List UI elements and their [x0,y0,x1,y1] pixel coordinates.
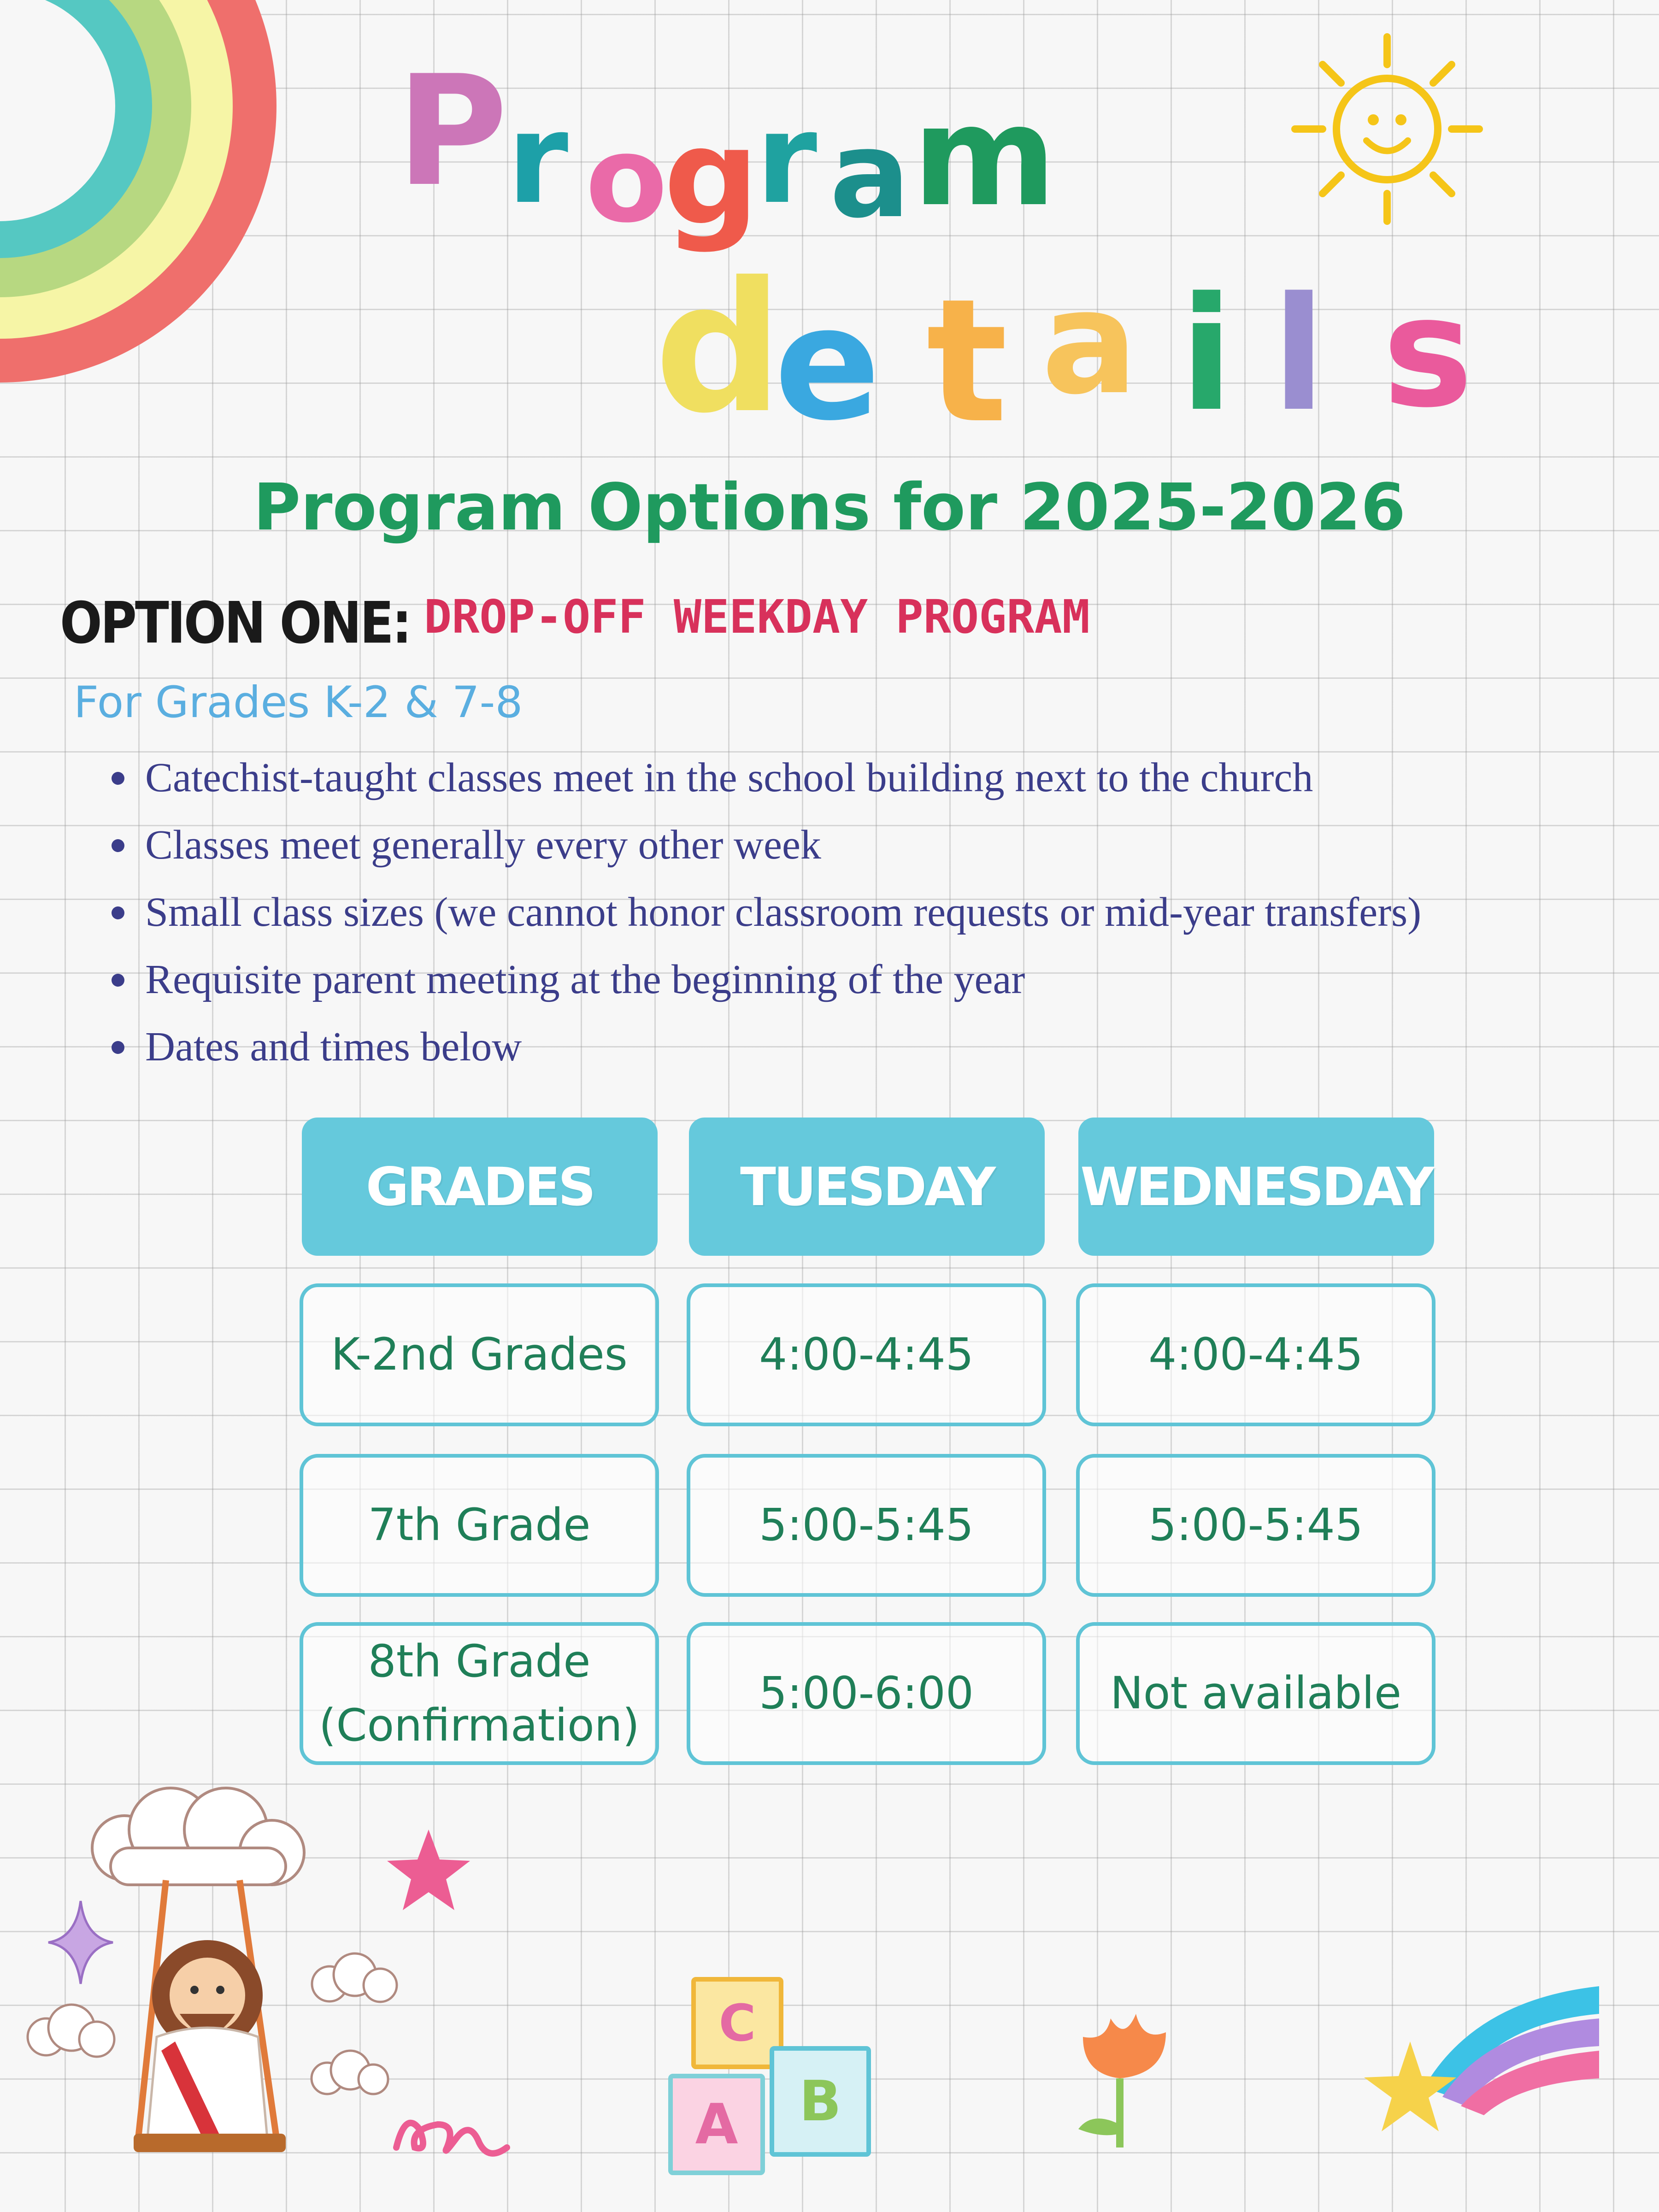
title-letter: l [1272,264,1326,446]
cell-wednesday: Not available [1076,1622,1435,1765]
cell-grade: 8th Grade (Confirmation) [300,1622,659,1765]
bullet-text: Catechist-taught classes meet in the school building next to the church [145,755,1313,800]
cell-tuesday: 4:00-4:45 [687,1283,1046,1426]
header-wednesday: WEDNESDAY [1078,1118,1434,1256]
bullet-icon [112,772,124,785]
title-letter: d [654,243,783,453]
bullet-icon [112,974,124,987]
title-letter: a [830,106,911,245]
block-b [770,2046,871,2157]
sparkle-icon [46,1899,115,1986]
list-item [106,812,1421,879]
star-icon [382,1825,475,1917]
block-letter: C [718,1994,756,2053]
title-letter: r [756,86,818,231]
bullet-icon [112,839,124,852]
title-letter: i [1180,264,1234,446]
sun-icon [1286,28,1488,230]
bullet-text: Classes meet generally every other week [145,822,821,868]
cell-tuesday: 5:00-5:45 [687,1454,1046,1597]
bullet-icon [112,906,124,919]
list-item [106,1013,1421,1081]
cloud-icon [304,2046,396,2101]
cloud-icon [304,1949,406,2009]
cell-grade: K-2nd Grades [300,1283,659,1426]
shooting-star-icon [1359,1972,1608,2157]
title-letter: e [774,273,881,455]
cell-wednesday: 5:00-5:45 [1076,1454,1435,1597]
title-letter: r [507,86,569,231]
title-letter: t [926,263,1008,461]
block-a [668,2074,765,2175]
list-item [106,946,1421,1013]
swirl-icon [387,2101,516,2166]
title-letter: s [1382,264,1473,441]
title-letter: m [912,76,1057,237]
block-letter: A [695,2092,738,2157]
option-name: DROP-OFF WEEKDAY PROGRAM [424,590,1090,644]
bullet-icon [112,1041,124,1054]
program-options-heading: Program Options for 2025-2026 [253,470,1406,545]
cell-tuesday: 5:00-6:00 [687,1622,1046,1765]
title-letter: P [396,43,508,220]
block-letter: B [799,2069,841,2134]
list-item [106,744,1421,812]
bullet-text: Dates and times below [145,1024,522,1070]
rainbow-illustration [0,0,323,396]
flower-icon [1055,2000,1184,2157]
bullet-text: Small class sizes (we cannot honor classroom requests or mid-year transfers) [145,889,1422,935]
bullet-text: Requisite parent meeting at the beginning of the year [145,957,1025,1002]
cloud-icon [18,2000,124,2065]
cell-wednesday: 4:00-4:45 [1076,1283,1435,1426]
header-tuesday: TUESDAY [689,1118,1045,1256]
title-letter: o [585,110,668,249]
header-grades: GRADES [302,1118,658,1256]
title-letter: g [664,100,759,255]
program-bullets [106,744,1421,1081]
abc-blocks-illustration [668,1977,880,2194]
cell-grade: 7th Grade [300,1454,659,1597]
title-letter: a [1041,260,1138,426]
list-item [106,879,1421,946]
grades-served: For Grades K-2 & 7-8 [74,677,523,728]
option-label: OPTION ONE: [60,590,410,657]
